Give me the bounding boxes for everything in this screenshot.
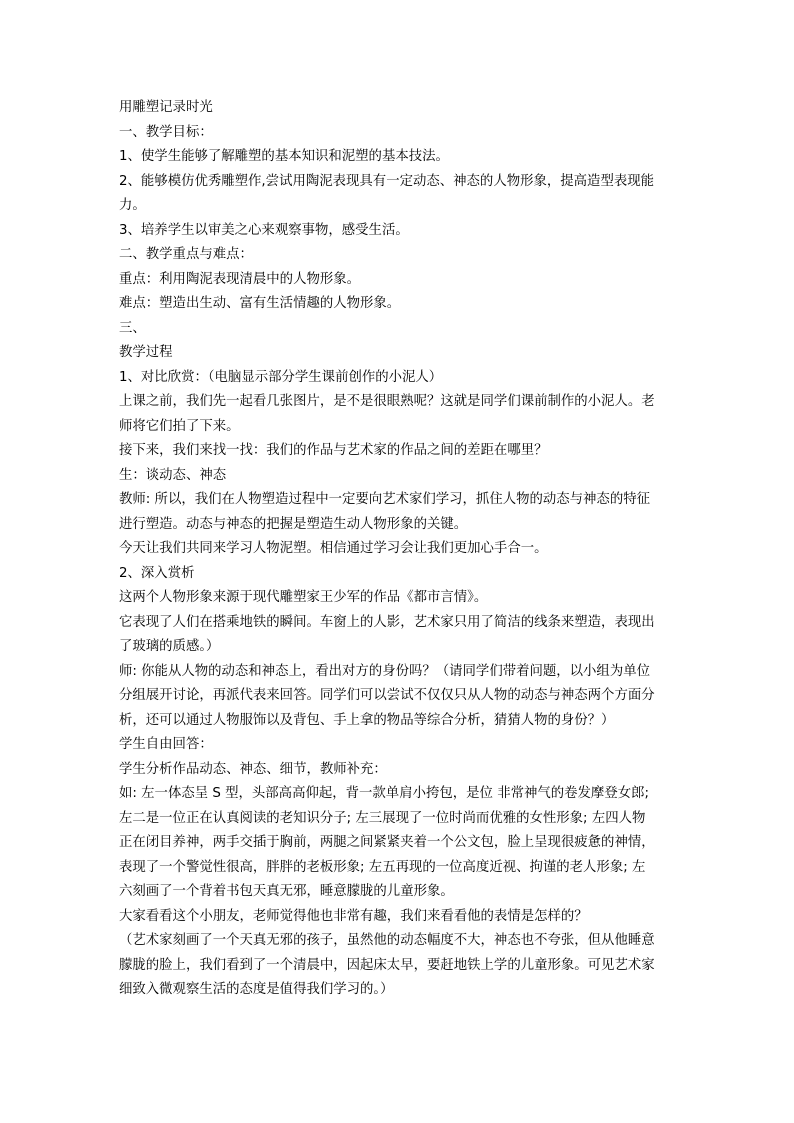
- document-title: 用雕塑记录时光: [119, 100, 213, 115]
- text-line: 它表现了人们在搭乘地铁的瞬间。车窗上的人影，艺术家只用了简洁的线条来塑造，表现出: [119, 614, 655, 630]
- text-line: 教师: 所以，我们在人物塑造过程中一定要向艺术家们学习，抓住人物的动态与神态的特征: [119, 492, 650, 507]
- text-line: 师: 你能从人物的动态和神态上，看出对方的身份吗？（请同学们带着问题，以小组为单位: [119, 663, 650, 679]
- text-line: 3、培养学生以审美之心来观察事物，感受生活。: [119, 222, 409, 238]
- text-line: 上课之前，我们先一起看几张图片，是不是很眼熟呢？这就是同学们课前制作的小泥人。老: [119, 394, 655, 409]
- text-line: 析，还可以通过人物服饰以及背包、手上拿的物品等综合分析，猜猜人物的身份？）: [119, 712, 615, 728]
- text-line: 大家看看这个小朋友，老师觉得他也非常有趣，我们来看看他的表情是怎样的？: [119, 908, 588, 924]
- text-line: 二、教学重点与难点：: [119, 247, 253, 262]
- text-line: 正在闭目养神，两手交插于胸前，两腿之间紧紧夹着一个公文包，脸上呈现很疲惫的神情，: [119, 835, 655, 850]
- text-line: 生：谈动态、神态: [119, 467, 227, 483]
- text-line: 学生分析作品动态、神态、细节，教师补充：: [119, 761, 387, 777]
- text-line: 这两个人物形象来源于现代雕塑家王少军的作品《都市言情》。: [119, 590, 488, 605]
- text-line: 1、对比欣赏：（电脑显示部分学生课前创作的小泥人）: [119, 369, 443, 385]
- text-line: 三、: [119, 320, 146, 336]
- text-line: 2、能够模仿优秀雕塑作,尝试用陶泥表现具有一定动态、神态的人物形象，提高造型表现能: [119, 173, 655, 189]
- text-line: 学生自由回答：: [119, 737, 213, 752]
- text-line: 1、使学生能够了解雕塑的基本知识和泥塑的基本技法。: [119, 149, 449, 164]
- text-line: （艺术家刻画了一个天真无邪的孩子，虽然他的动态幅度不大，神态也不夸张，但从他睡意: [119, 933, 655, 948]
- text-line: 重点：利用陶泥表现清晨中的人物形象。: [119, 271, 361, 287]
- text-line: 左二是一位正在认真阅读的老知识分子; 左三展现了一位时尚而优雅的女性形象; 左四人物: [119, 810, 646, 826]
- text-line: 接下来，我们来找一找：我们的作品与艺术家的作品之间的差距在哪里？: [119, 443, 548, 458]
- text-line: 师将它们拍了下来。: [119, 418, 240, 434]
- text-line: 分组展开讨论，再派代表来回答。同学们可以尝试不仅仅只从人物的动态与神态两个方面分: [119, 688, 655, 703]
- text-line: 了玻璃的质感。）: [119, 639, 220, 654]
- text-line: 六刻画了一个背着书包天真无邪，睡意朦胧的儿童形象。: [119, 884, 454, 899]
- text-line: 难点：塑造出生动、富有生活情趣的人物形象。: [119, 296, 401, 311]
- text-line: 教学过程: [119, 345, 173, 360]
- text-line: 如: 左一体态呈 S 型，头部高高仰起，背一款单肩小挎包，是位 非常神气的卷发摩登女郎;: [119, 786, 649, 801]
- text-line: 表现了一个警觉性很高，胖胖的老板形象; 左五再现的一位高度近视、拘谨的老人形象; 左: [119, 859, 646, 875]
- text-line: 细致入微观察生活的态度是值得我们学习的。）: [119, 982, 394, 997]
- document-body: [119, 121, 679, 1003]
- text-line: 进行塑造。动态与神态的把握是塑造生动人物形象的关键。: [119, 516, 468, 532]
- text-line: 朦胧的脸上，我们看到了一个清晨中，因起床太早，要赶地铁上学的儿童形象。可见艺术家: [119, 957, 655, 973]
- document-page: [119, 96, 679, 1003]
- text-line: 力。: [119, 198, 146, 213]
- text-line: 2、深入赏析: [119, 565, 195, 581]
- text-line: 今天让我们共同来学习人物泥塑。相信通过学习会让我们更加心手合一。: [119, 541, 548, 556]
- text-line: 一、教学目标：: [119, 124, 213, 140]
